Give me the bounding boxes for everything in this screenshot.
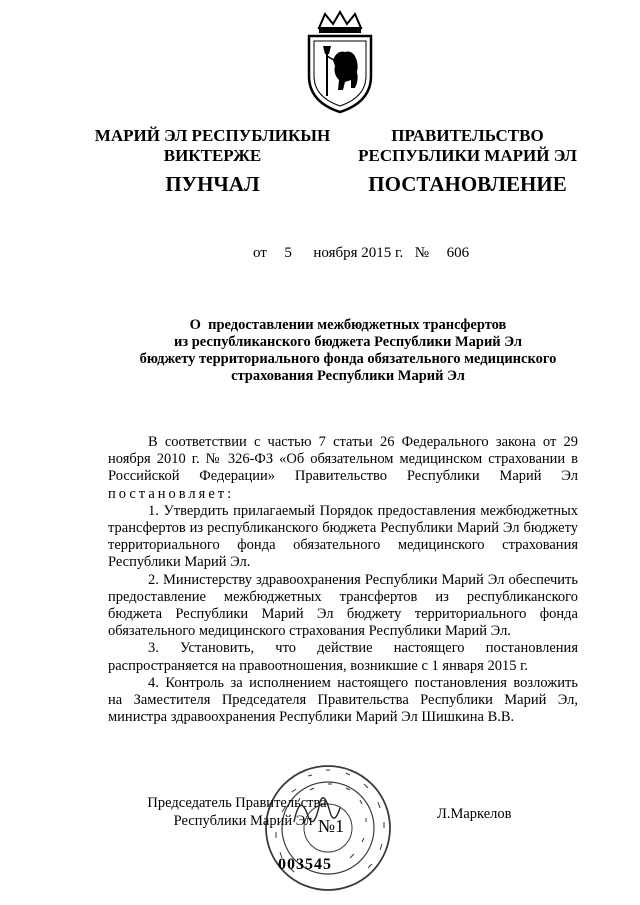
resolves-word: постановляет:: [108, 485, 235, 502]
header-left-line2: ВИКТЕРЖЕ: [163, 146, 262, 165]
stamp-number: №1: [317, 816, 345, 836]
signatory-title-line1: Председатель Правительства: [147, 795, 327, 811]
header-right-line2: РЕСПУБЛИКИ МАРИЙ ЭЛ: [358, 146, 577, 165]
signatory-name: Л.Маркелов: [437, 806, 512, 822]
header-right-line1: ПРАВИТЕЛЬСТВО: [391, 126, 544, 145]
date-line: [253, 245, 493, 262]
header-left: [85, 126, 340, 166]
title-line2: из республиканского бюджета Республики Марий Эл: [173, 334, 523, 350]
doc-type-right: ПОСТАНОВЛЕНИЕ: [368, 172, 567, 196]
document-body: [108, 434, 578, 726]
doc-type-left: ПУНЧАЛ: [165, 172, 260, 196]
item-3: 3. Установить, что действие настоящего постановления распространяется на правоотношения, возникшие с 1 января 2015 г.: [108, 640, 578, 674]
coat-of-arms-icon: [303, 10, 377, 114]
title-line4: страхования Республики Марий Эл: [231, 368, 465, 384]
date-from: от: [253, 245, 267, 261]
item-2: 2. Министерству здравоохранения Республики Марий Эл обеспечить предоставление межбюджетных трансфертов из республиканского бюджета Республики Марий Эл бюджету территориального фонда обязательного медицинского страхования Республики Марий Эл.: [108, 571, 578, 640]
title-line3: бюджету территориального фонда обязательного медицинского: [139, 351, 557, 367]
header-right: [340, 126, 595, 166]
signature-scribble-icon: [286, 782, 346, 842]
item-4: 4. Контроль за исполнением настоящего постановления возложить на Заместителя Председателя Правительства Республики Марий Эл, министра здравоохранения Республики Марий Эл Шишкина В.В.: [108, 674, 578, 726]
date-day: 5: [284, 245, 292, 261]
document-number: 606: [446, 245, 470, 261]
document-title: [118, 317, 578, 385]
signatory-title-line2: Республики Марий Эл: [173, 813, 313, 829]
header-left-line1: МАРИЙ ЭЛ РЕСПУБЛИКЫН: [94, 126, 331, 145]
document-serial-number: 003545: [278, 856, 332, 873]
date-month-year: ноября 2015 г.: [313, 245, 404, 261]
title-line1: О предоставлении межбюджетных трансфертов: [189, 317, 507, 333]
preamble-paragraph: [108, 434, 578, 503]
item-1: 1. Утвердить прилагаемый Порядок предоставления межбюджетных трансфертов из республиканского бюджета Республики Марий Эл бюджету территориального фонда обязательного медицинского страхования Республики Марий Эл.: [108, 502, 578, 571]
number-sign: №: [414, 245, 430, 261]
preamble-text: В соответствии с частью 7 статьи 26 Федерального закона от 29 ноября 2010 г. № 326-ФЗ «Об обязательном медицинском страховании в Российской Федерации» Правительство Республики Марий Эл: [108, 434, 578, 485]
